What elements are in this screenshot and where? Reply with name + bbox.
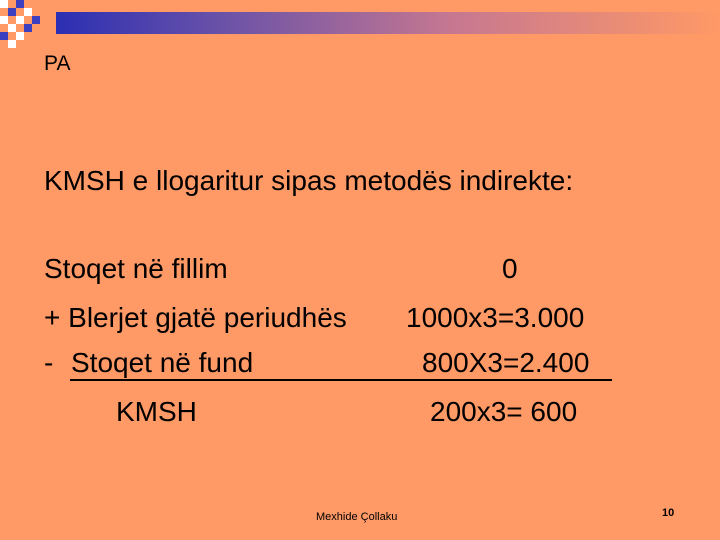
row-label: KMSH [116,396,197,427]
row-prefix: + [44,302,61,333]
row-purchases [44,302,585,334]
row-label: Blerjet gjatë periudhës [68,302,347,333]
decorative-checker-pattern [0,0,56,48]
page-number: 10 [662,507,675,519]
header-gradient-bar [56,12,720,34]
header-label: PA [44,52,71,75]
row-value: 1000x3=3.000 [406,302,585,333]
slide-title: KMSH e llogaritur sipas metodës indirekte: [44,165,574,196]
sum-underline [70,379,612,381]
row-label: Stoqet në fillim [44,253,228,284]
row-opening-stock [44,253,518,285]
row-label: Stoqet në fund [71,347,254,378]
row-value: 200x3= 600 [430,396,578,427]
footer-author: Mexhide Çollaku [316,511,398,523]
row-value: 800X3=2.400 [422,347,590,378]
row-value: 0 [502,253,518,284]
row-prefix: - [44,347,54,378]
